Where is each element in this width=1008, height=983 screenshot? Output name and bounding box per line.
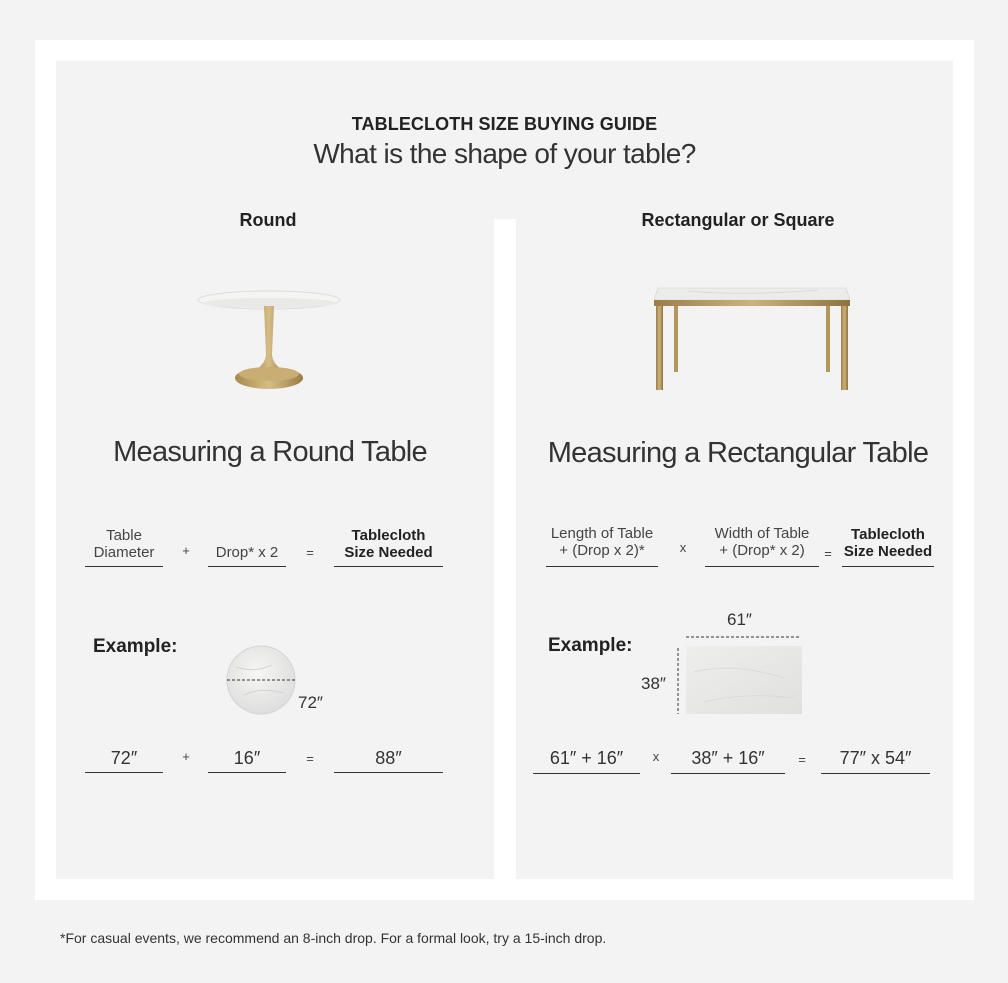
round-result-label bbox=[334, 527, 443, 561]
rect-result-underline bbox=[842, 566, 934, 567]
round-heading: Round bbox=[239, 210, 297, 230]
rect-example-v2: 38″ + 16″ bbox=[691, 748, 765, 768]
rect-op-equals: = bbox=[824, 546, 832, 561]
round-example-diagram bbox=[224, 643, 298, 717]
round-example-op-plus: + bbox=[182, 749, 190, 764]
rect-term2-line1: Width of Table bbox=[714, 525, 810, 542]
round-example-result: 88″ bbox=[375, 748, 402, 768]
round-example-label: Example: bbox=[93, 636, 178, 657]
round-term1-underline bbox=[85, 566, 163, 567]
rect-term2-line2: + (Drop* x 2) bbox=[719, 542, 805, 559]
rect-example-op-times: x bbox=[652, 749, 660, 764]
rect-example-result: 77″ x 54″ bbox=[839, 748, 912, 768]
rect-example-v1: 61″ + 16″ bbox=[549, 748, 624, 768]
round-table-image bbox=[190, 284, 350, 394]
rect-example-v2-underline bbox=[671, 773, 785, 774]
rect-term2-underline bbox=[705, 566, 819, 567]
rect-example-label: Example: bbox=[548, 635, 633, 656]
rect-result-label bbox=[842, 526, 934, 560]
rect-term1-underline bbox=[546, 566, 658, 567]
rect-example-height: 38″ bbox=[641, 674, 666, 693]
rect-term1-line1: Length of Table bbox=[550, 525, 654, 542]
rect-measure-title: Measuring a Rectangular Table bbox=[547, 437, 929, 469]
round-example-dimension: 72″ bbox=[298, 693, 323, 712]
round-measure-title: Measuring a Round Table bbox=[113, 436, 427, 468]
rect-example-width: 61″ bbox=[727, 610, 752, 629]
rect-term-width bbox=[705, 525, 819, 559]
rect-result-line1: Tablecloth bbox=[851, 526, 925, 543]
round-example-v2-underline bbox=[208, 772, 286, 773]
rect-example-op-equals: = bbox=[798, 752, 806, 767]
rect-table-image bbox=[648, 282, 854, 398]
round-example-v1-underline bbox=[85, 772, 163, 773]
round-example-v2: 16″ bbox=[233, 748, 261, 768]
rect-result-line2: Size Needed bbox=[843, 543, 933, 560]
round-term-drop: Drop* x 2 bbox=[215, 544, 279, 561]
rect-term-length bbox=[546, 525, 658, 559]
guide-question: What is the shape of your table? bbox=[313, 138, 696, 169]
round-result-line1: Tablecloth bbox=[351, 527, 426, 544]
round-example-v1: 72″ bbox=[110, 748, 138, 768]
rect-example-v1-underline bbox=[533, 773, 640, 774]
round-result-line2: Size Needed bbox=[344, 544, 433, 561]
round-term2-underline bbox=[208, 566, 286, 567]
rect-example-diagram bbox=[674, 632, 806, 718]
rect-term1-line2: + (Drop x 2)* bbox=[559, 542, 645, 559]
guide-title: TABLECLOTH SIZE BUYING GUIDE bbox=[351, 114, 658, 134]
round-term-line1: Table bbox=[106, 527, 142, 544]
rect-example-result-underline bbox=[821, 773, 930, 774]
round-op-equals: = bbox=[306, 545, 314, 560]
round-result-underline bbox=[334, 566, 443, 567]
round-example-result-underline bbox=[334, 772, 443, 773]
round-example-op-equals: = bbox=[306, 751, 314, 766]
round-op-plus: + bbox=[182, 543, 190, 558]
rect-op-times: x bbox=[679, 540, 687, 555]
rect-heading: Rectangular or Square bbox=[641, 210, 835, 230]
round-term-diameter bbox=[85, 527, 163, 561]
footnote: *For casual events, we recommend an 8-inch drop. For a formal look, try a 15-inch drop. bbox=[60, 930, 607, 946]
round-term-line2: Diameter bbox=[93, 544, 155, 561]
